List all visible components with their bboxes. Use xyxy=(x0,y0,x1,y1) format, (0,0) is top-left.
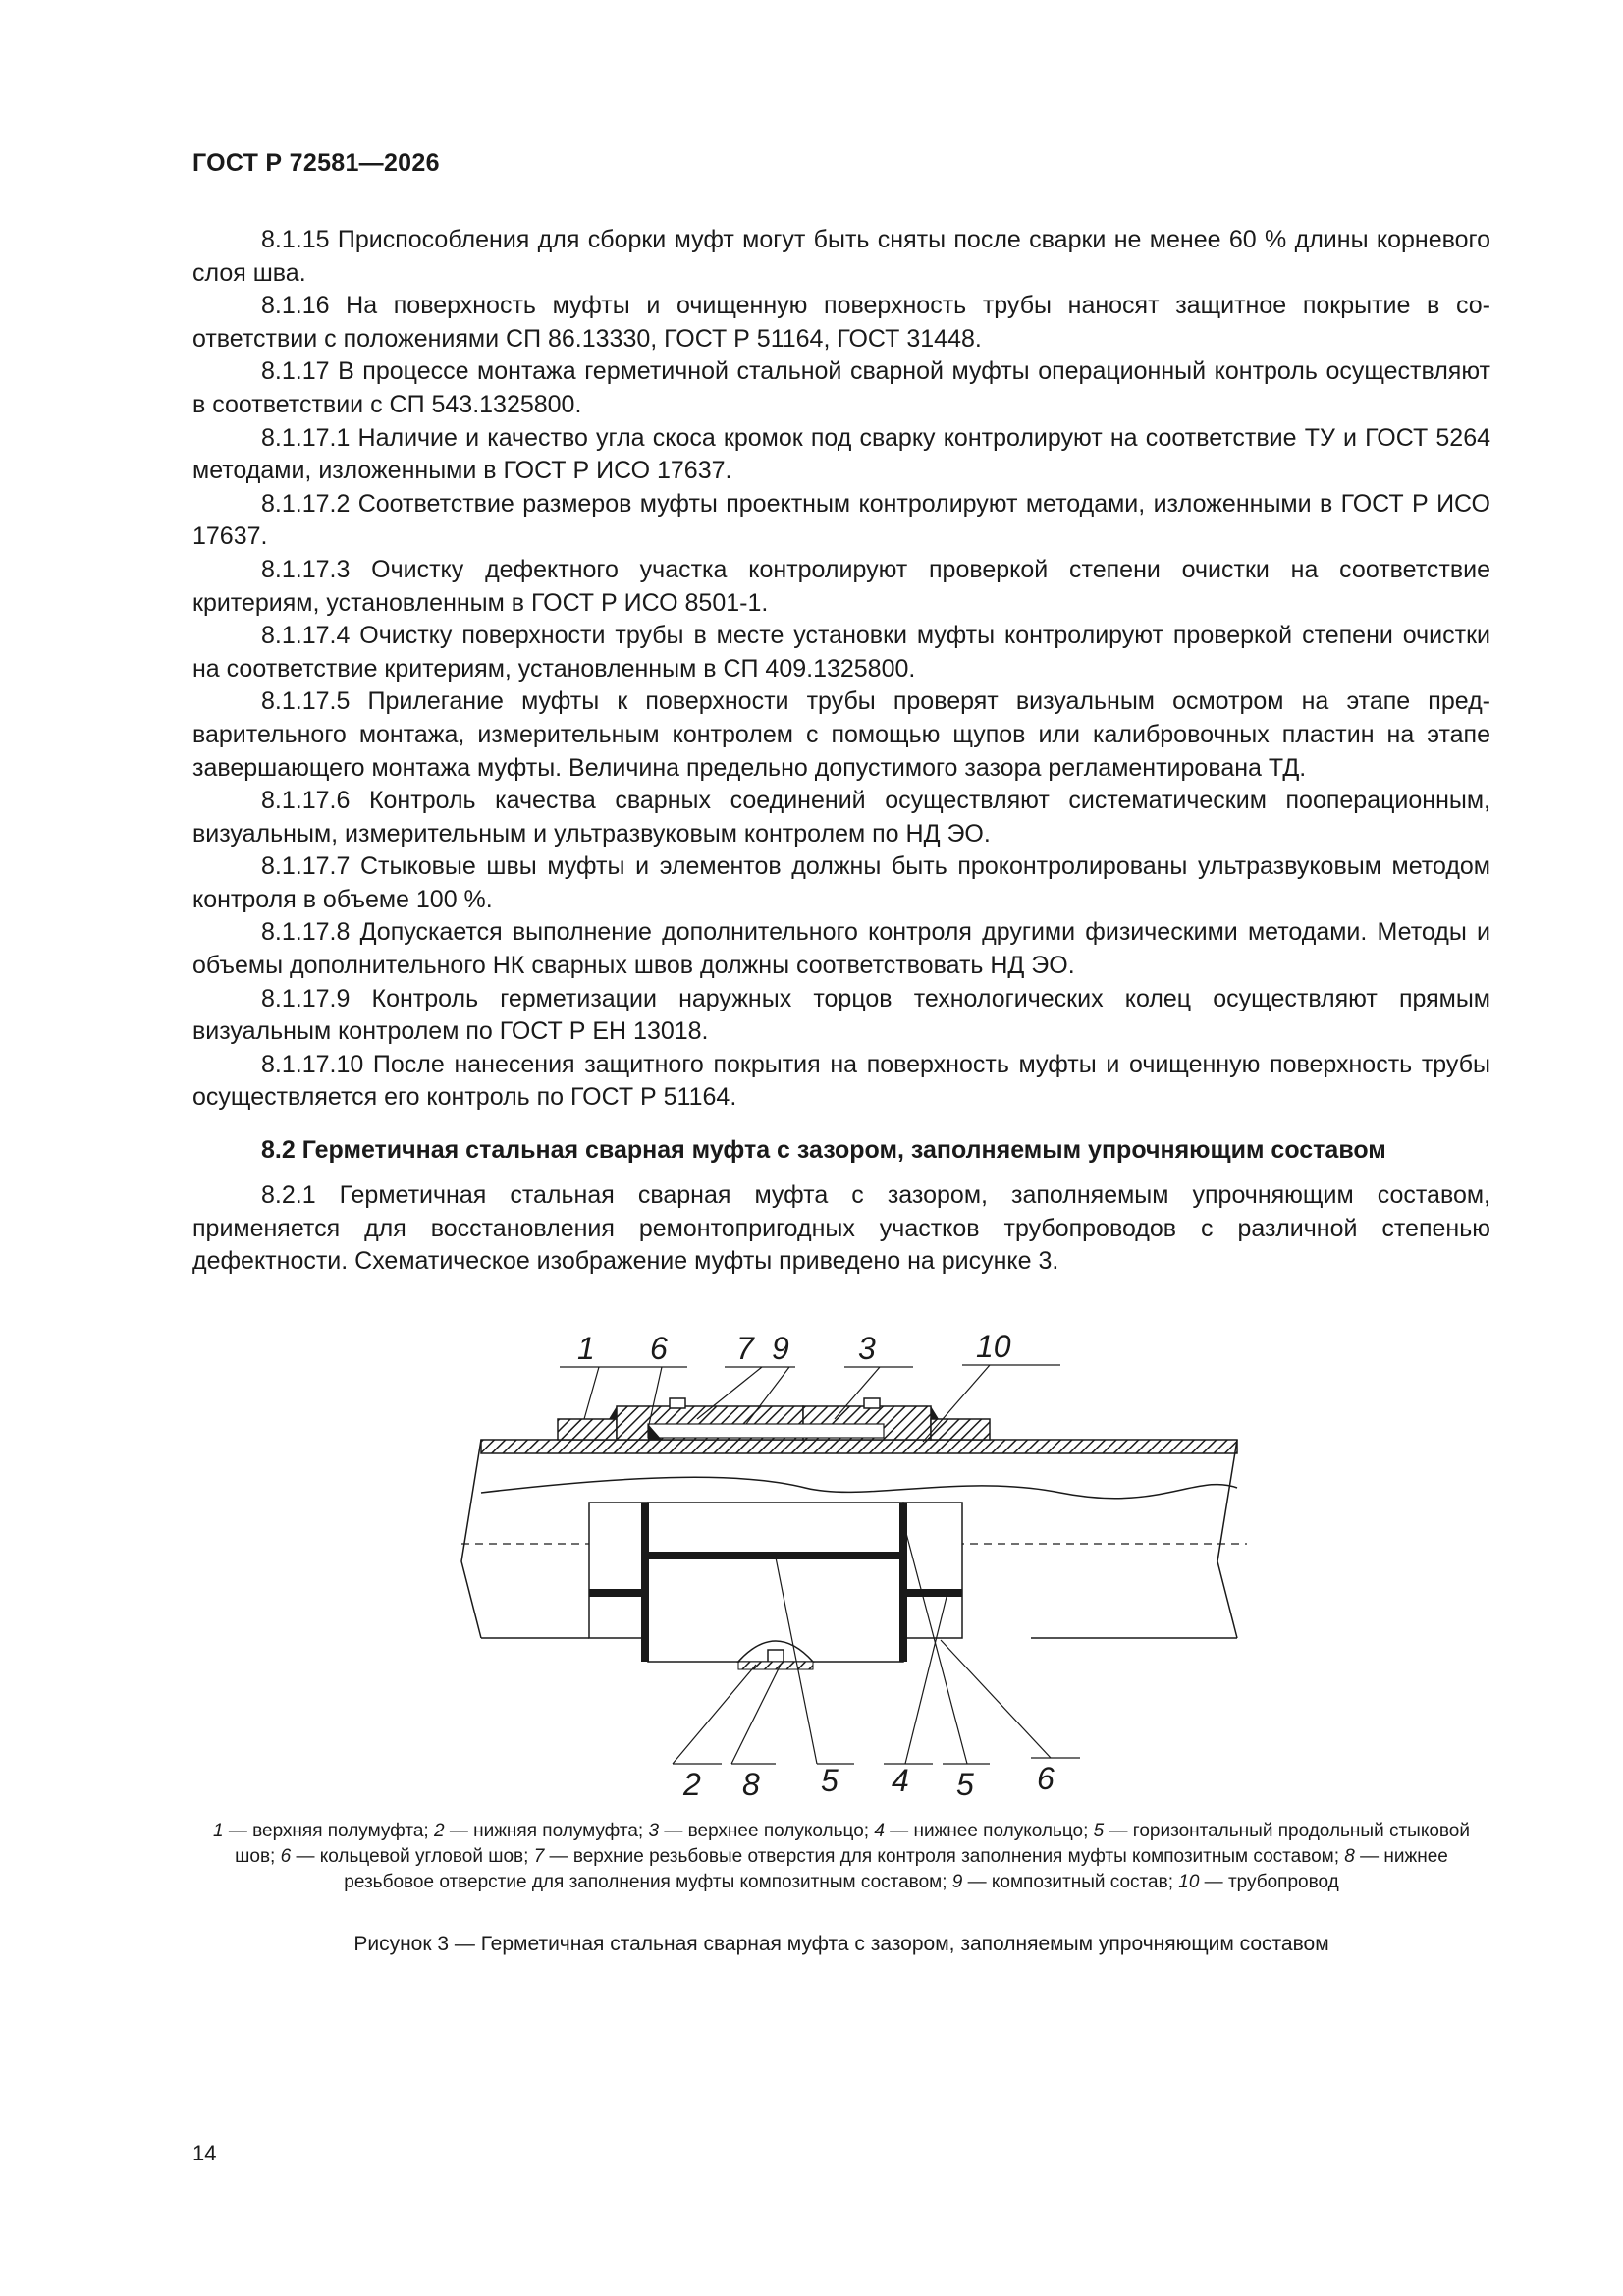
upper-threaded-hole xyxy=(670,1398,685,1408)
label-10: 10 xyxy=(976,1329,1011,1364)
label-1: 1 xyxy=(577,1331,595,1366)
label-6-bottom: 6 xyxy=(1037,1761,1055,1796)
paragraph-8-2-1: 8.2.1 Герметичная стальная сварная муфта с зазором, заполняемым упрочняющим составом, применяется для восстановления ремонтопригодных участков трубопроводов с различной степенью дефектности. Схематическое изображение муфты приведено на рисунке 3. xyxy=(192,1181,1490,1276)
paragraph-8-1-17-7: 8.1.17.7 Стыковые швы муфты и элементов должны быть проконтролированы ультразвуковым методом контроля в объеме 100 %. xyxy=(192,852,1490,913)
label-2: 2 xyxy=(683,1767,701,1797)
figure-3-diagram xyxy=(452,1326,1257,1797)
label-4: 4 xyxy=(892,1763,909,1797)
paragraph-8-1-17: 8.1.17 В процессе монтажа герметичной стальной сварной муфты операционный контроль осуществляют в соответствии с СП 543.1325800. xyxy=(192,357,1490,418)
body-text xyxy=(192,224,1490,1279)
label-3: 3 xyxy=(858,1331,876,1366)
figure-legend: 1 — верхняя полумуфта; 2 — нижняя полумуфта; 3 — верхнее полукольцо; 4 — нижнее полукольцо; 5 — горизонтальный продольный стыковой шов; 6 — кольцевой угловой шов; 7 — верхние резьбовые отверстия для контроля заполнения муфты композитным составом; 8 — нижнее резьбовое отверстие для заполнения муфты композитным составом; 9 — композитный состав; 10 — трубопровод xyxy=(212,1821,1470,1892)
paragraph-8-1-17-5: 8.1.17.5 Прилегание муфты к поверхности трубы проверят визуальным осмотром на этапе предварительного монтажа, измерительным контролем с помощью щупов или калибровочных пластин на этапе завершающего монтажа муфты. Величина предельно допустимого зазора регламентирована ТД. xyxy=(192,687,1490,782)
lower-half-ring xyxy=(903,1503,962,1638)
label-6-top: 6 xyxy=(650,1331,668,1366)
label-5-right: 5 xyxy=(956,1767,974,1797)
paragraph-8-1-17-6: 8.1.17.6 Контроль качества сварных соединений осуществляют систематическим пооперационным, визуальным, измерительным и ультразвуковым контролем по НД ЭО. xyxy=(192,787,1490,847)
section-heading-8-2: 8.2 Герметичная стальная сварная муфта с зазором, заполняемым упрочняющим составом xyxy=(261,1136,1386,1165)
ring-fillet-weld xyxy=(609,1406,617,1419)
paragraph-8-1-17-10: 8.1.17.10 После нанесения защитного покрытия на поверхность муфты и очищенную поверхность трубы осуществляется его контроль по ГОСТ Р 51164. xyxy=(192,1050,1490,1112)
lower-half-sleeve xyxy=(589,1503,648,1638)
label-8: 8 xyxy=(742,1767,760,1797)
paragraph-8-1-17-9: 8.1.17.9 Контроль герметизации наружных торцов технологических колец осуществляют прямым визуальным контролем по ГОСТ Р ЕН 13018. xyxy=(192,984,1490,1046)
legend-num-1: 1 xyxy=(212,1821,224,1841)
paragraph-8-1-17-3: 8.1.17.3 Очистку дефектного участка контролируют проверкой степени очистки на соответствие критериям, установленным в ГОСТ Р ИСО 8501-1. xyxy=(192,555,1490,617)
figure-caption: Рисунок 3 — Герметичная стальная сварная муфта с зазором, заполняемым упрочняющим составом xyxy=(353,1933,1329,1955)
paragraph-8-1-16: 8.1.16 На поверхность муфты и очищенную поверхность трубы наносят защитное покрытие в соответствии с положениями СП 86.13330, ГОСТ Р 51164, ГОСТ 31448. xyxy=(192,292,1490,353)
paragraph-8-1-17-4: 8.1.17.4 Очистку поверхности трубы в месте установки муфты контролируют проверкой степени очистки на соответствие критериям, установленным в СП 409.1325800. xyxy=(192,622,1490,683)
paragraph-8-1-15: 8.1.15 Приспособления для сборки муфт могут быть сняты после сварки не менее 60 % длины корневого слоя шва. xyxy=(192,226,1490,287)
pipe-wall xyxy=(481,1440,1237,1453)
label-9: 9 xyxy=(772,1331,789,1366)
paragraph-8-1-17-1: 8.1.17.1 Наличие и качество угла скоса кромок под сварку контролируют на соответствие ТУ и ГОСТ 5264 методами, изложенными в ГОСТ Р ИСО 17637. xyxy=(192,423,1490,485)
composite-layer xyxy=(648,1424,884,1438)
document-header: ГОСТ Р 72581—2026 xyxy=(192,149,440,177)
label-7: 7 xyxy=(736,1331,754,1366)
label-5-left: 5 xyxy=(821,1763,839,1797)
paragraph-8-1-17-2: 8.1.17.2 Соответствие размеров муфты проектным контролируют методами, изложенными в ГОСТ Р ИСО 17637. xyxy=(192,489,1490,551)
page-number: 14 xyxy=(192,2141,217,2165)
paragraph-8-1-17-8: 8.1.17.8 Допускается выполнение дополнительного контроля другими физическими методами. Методы и объемы дополнительного НК сварных швов должны соответствовать НД ЭО. xyxy=(192,918,1490,980)
upper-half-sleeve xyxy=(558,1419,617,1440)
pipe-outline xyxy=(461,1440,481,1638)
